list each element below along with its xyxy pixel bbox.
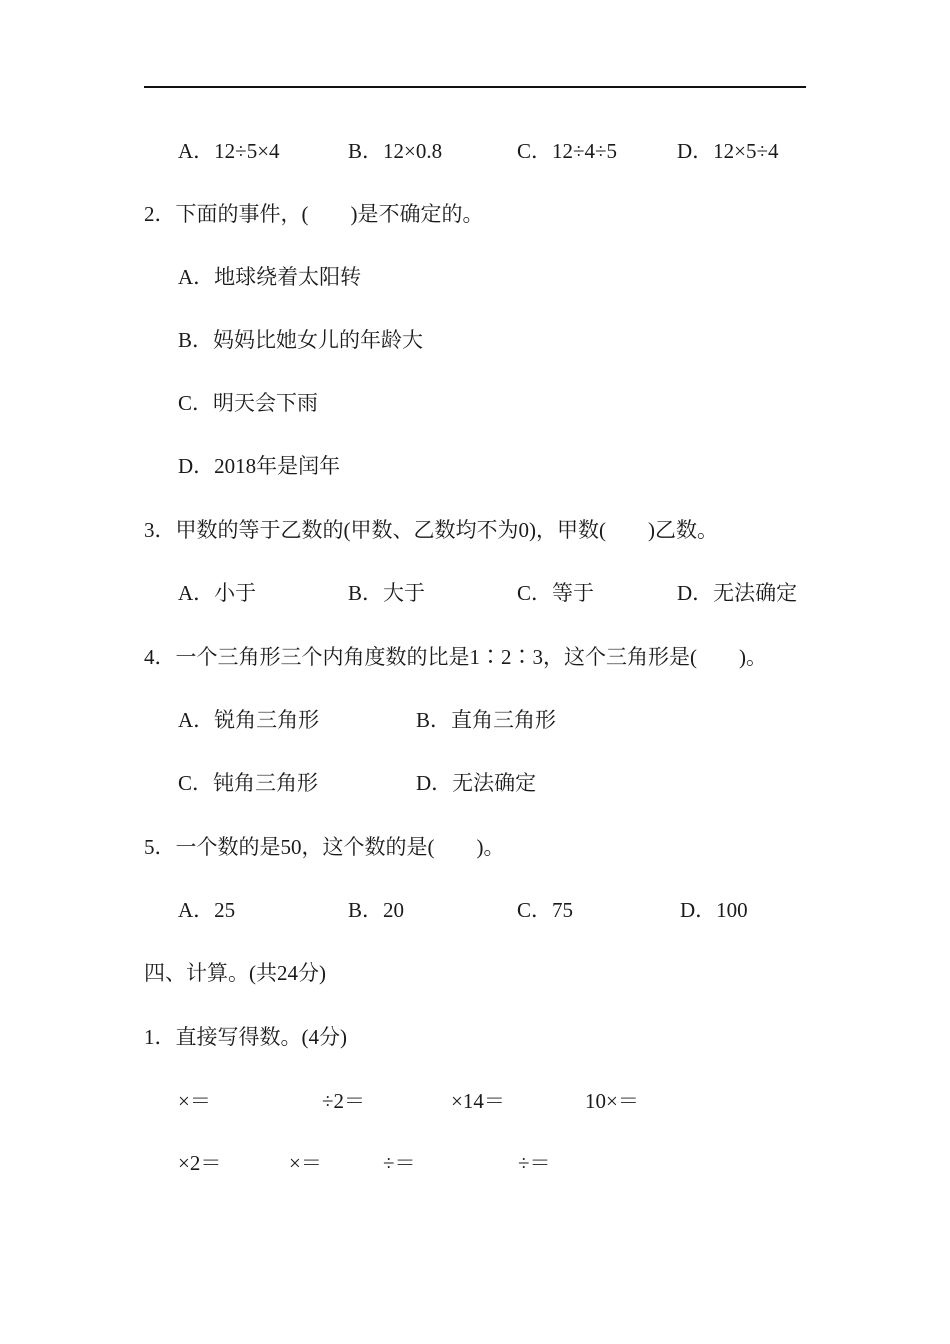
- subsection-title: 1．直接写得数。(4分): [144, 1025, 347, 1049]
- calc-item: ×2＝: [178, 1151, 222, 1175]
- q1-option-a[interactable]: A．12÷5×4: [178, 139, 280, 163]
- q3-option-c[interactable]: C．等于: [517, 581, 595, 605]
- q1-option-b[interactable]: B．12×0.8: [348, 139, 443, 163]
- calc-item: ×＝: [289, 1151, 322, 1175]
- q2-stem: 2．下面的事件，( )是不确定的。: [144, 202, 484, 226]
- q4-option-b[interactable]: B．直角三角形: [416, 708, 557, 732]
- calc-item: ×14＝: [451, 1089, 505, 1113]
- q1-option-c[interactable]: C．12÷4÷5: [517, 139, 618, 163]
- q3-option-a[interactable]: A．小于: [178, 581, 257, 605]
- q2-option-a[interactable]: A．地球绕着太阳转: [178, 265, 362, 289]
- calc-item: ÷＝: [383, 1151, 416, 1175]
- q3-stem: 3．甲数的等于乙数的(甲数、乙数均不为0)，甲数( )乙数。: [144, 518, 718, 542]
- q2-option-d[interactable]: D．2018年是闰年: [178, 454, 341, 478]
- calc-item: ×＝: [178, 1089, 211, 1113]
- calc-item: ÷＝: [518, 1151, 551, 1175]
- q4-option-d[interactable]: D．无法确定: [416, 771, 537, 795]
- q5-option-d[interactable]: D．100: [680, 898, 748, 922]
- q3-option-d[interactable]: D．无法确定: [677, 581, 798, 605]
- q1-option-d[interactable]: D．12×5÷4: [677, 139, 779, 163]
- q5-option-b[interactable]: B．20: [348, 898, 405, 922]
- q5-option-c[interactable]: C．75: [517, 898, 574, 922]
- section-heading: 四、计算。(共24分): [144, 961, 326, 985]
- q4-option-a[interactable]: A．锐角三角形: [178, 708, 320, 732]
- calc-item: ÷2＝: [322, 1089, 366, 1113]
- q3-option-b[interactable]: B．大于: [348, 581, 426, 605]
- q2-option-b[interactable]: B．妈妈比她女儿的年龄大: [178, 328, 424, 352]
- header-rule: [144, 86, 806, 88]
- q4-stem: 4．一个三角形三个内角度数的比是1∶2∶3，这个三角形是( )。: [144, 645, 767, 669]
- q5-stem: 5．一个数的是50，这个数的是( )。: [144, 835, 505, 859]
- calc-item: 10×＝: [585, 1089, 639, 1113]
- q2-option-c[interactable]: C．明天会下雨: [178, 391, 319, 415]
- q4-option-c[interactable]: C．钝角三角形: [178, 771, 319, 795]
- q5-option-a[interactable]: A．25: [178, 898, 236, 922]
